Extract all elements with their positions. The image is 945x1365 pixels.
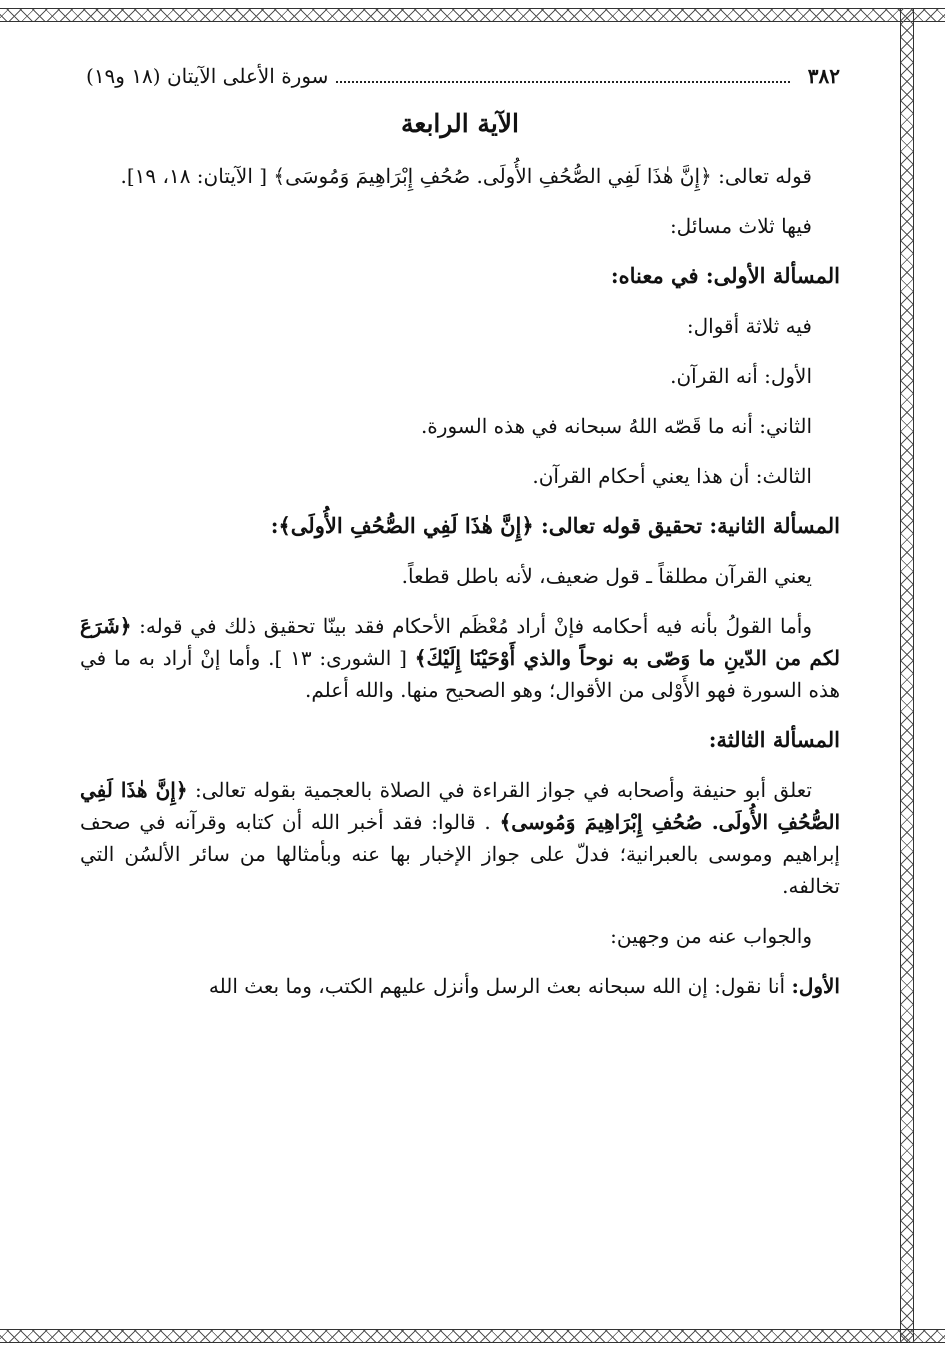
ornamental-border-top bbox=[0, 8, 945, 22]
quran-quote: ﴿إِنَّ هٰذَا لَفِي الصُّحُفِ الأُولَى. صُحُفِ إِبْرَاهِيمَ وَمُوسى﴾ bbox=[80, 778, 841, 834]
issue-2-para-2-start: وأما القولُ بأنه فيه أحكامه فإنْ أراد مُعْظَم الأحكام فقد بينّا تحقيق ذلك في قوله: bbox=[139, 614, 812, 638]
issue-2-para-2 bbox=[80, 610, 840, 706]
section-title: الآية الرابعة bbox=[401, 109, 519, 138]
running-title: سورة الأعلى الآيتان (١٨ و١٩) bbox=[86, 64, 329, 88]
answer-intro: والجواب عنه من وجهين: bbox=[610, 924, 812, 948]
first-answer bbox=[80, 970, 840, 1002]
issue-3-para-1 bbox=[80, 774, 840, 902]
issue-2-heading: المسألة الثانية: تحقيق قوله تعالى: ﴿إِنَّ هٰذَا لَفِي الصُّحُفِ الأُولَى﴾: bbox=[270, 513, 840, 538]
issue-3-para-1-end: . قالوا: فقد أخبر الله أن كتابه وقرآنه في صحف إبراهيم وموسى بالعبرانية؛ فدلّ على جواز الإخبار بها عنه وبأمثالها من سائر الألسُن التي تخالفه. bbox=[80, 810, 840, 898]
issue-1-heading: المسألة الأولى: في معناه: bbox=[610, 263, 840, 288]
issue-1-item-2: الثاني: أنه ما قَصّه اللهُ سبحانه في هذه السورة. bbox=[420, 414, 812, 438]
issue-2-para-2-end: [ الشورى: ١٣ ]. وأما إنْ أراد به ما في هذه السورة فهو الأَوْلى من الأقوال؛ وهو الصحيح منها. والله أعلم. bbox=[80, 646, 840, 702]
first-answer-label: الأول: bbox=[791, 974, 840, 998]
issues-count: فيها ثلاث مسائل: bbox=[669, 214, 812, 238]
ornamental-border-bottom bbox=[0, 1329, 945, 1343]
ornamental-border-right bbox=[900, 8, 914, 1342]
running-header bbox=[80, 60, 840, 92]
issue-1-sub: فيه ثلاثة أقوال: bbox=[686, 314, 812, 338]
issue-2-para-1: يعني القرآن مطلقاً ـ قول ضعيف، لأنه باطل قطعاً. bbox=[401, 564, 812, 588]
issue-3-para-1-start: تعلق أبو حنيفة وأصحابه في جواز القراءة في الصلاة بالعجمية بقوله تعالى: bbox=[195, 778, 812, 802]
issue-1-item-1: الأول: أنه القرآن. bbox=[670, 364, 812, 388]
issue-3-heading: المسألة الثالثة: bbox=[708, 727, 840, 752]
first-answer-text: أنا نقول: إن الله سبحانه بعث الرسل وأنزل عليهم الكتب، وما بعث الله bbox=[208, 974, 786, 998]
quran-quote: ﴿شَرَعَ لكم من الدّينِ ما وَصّى به نوحاً والذي أَوْحَيْنَا إِلَيْكَ﴾ bbox=[80, 614, 841, 670]
issue-1-item-3: الثالث: أن هذا يعني أحكام القرآن. bbox=[532, 464, 812, 488]
verse-intro: قوله تعالى: ﴿إِنَّ هٰذَا لَفِي الصُّحُفِ الأُولَى. صُحُفِ إِبْرَاهِيمَ وَمُوسَى﴾ [ الآيتان: ١٨، ١٩]. bbox=[120, 164, 812, 188]
page-content bbox=[80, 60, 840, 1020]
page-number: ٣٨٢ bbox=[807, 64, 840, 88]
header-dot-leader bbox=[336, 80, 789, 83]
